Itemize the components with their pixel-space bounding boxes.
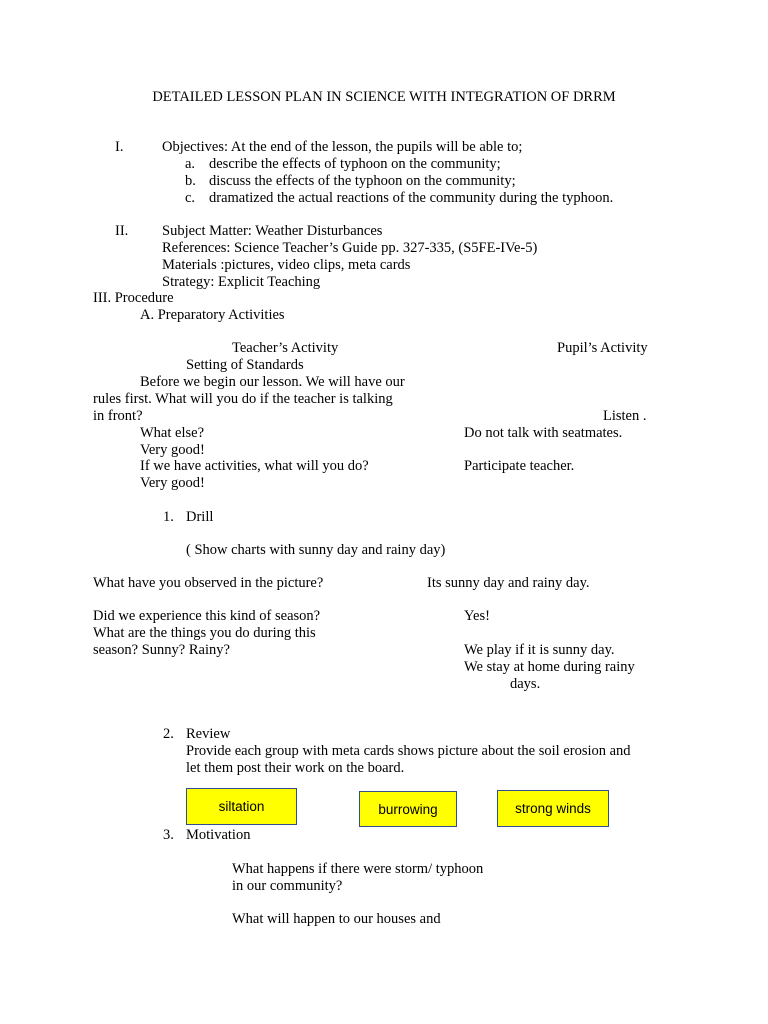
motivation-question-line: What happens if there were storm/ typhoon bbox=[232, 861, 484, 877]
objectives-heading: Objectives: At the end of the lesson, the pupils will be able to; bbox=[162, 139, 523, 155]
objective-a-text: describe the effects of typhoon on the community; bbox=[209, 156, 501, 172]
drill-question: What are the things you do during this bbox=[93, 625, 316, 641]
drill-answer: days. bbox=[510, 676, 541, 692]
subject-matter-line: Subject Matter: Weather Disturbances bbox=[162, 223, 383, 239]
meta-card-burrowing: burrowing bbox=[359, 791, 457, 827]
teacher-question-what-else: What else? bbox=[140, 425, 205, 441]
motivation-label: Motivation bbox=[186, 827, 251, 843]
pupil-answer-participate: Participate teacher. bbox=[464, 458, 575, 474]
review-label: Review bbox=[186, 726, 231, 742]
pupil-answer-no-talk: Do not talk with seatmates. bbox=[464, 425, 623, 441]
review-text-line: let them post their work on the board. bbox=[186, 760, 405, 776]
procedure-heading: III. Procedure bbox=[93, 290, 174, 306]
drill-answer: Its sunny day and rainy day. bbox=[427, 575, 590, 591]
drill-label: Drill bbox=[186, 509, 214, 525]
objective-c-letter: c. bbox=[185, 190, 196, 206]
drill-instruction: ( Show charts with sunny day and rainy day) bbox=[186, 542, 446, 558]
teacher-praise: Very good! bbox=[140, 442, 205, 458]
strategy-line: Strategy: Explicit Teaching bbox=[162, 274, 321, 290]
meta-card-strong-winds: strong winds bbox=[497, 790, 609, 827]
standards-text-line: in front? bbox=[93, 408, 143, 424]
review-number: 2. bbox=[163, 726, 174, 742]
setting-of-standards-title: Setting of Standards bbox=[186, 357, 304, 373]
teacher-activity-header: Teacher’s Activity bbox=[232, 340, 339, 356]
motivation-number: 3. bbox=[163, 827, 174, 843]
objective-c-text: dramatized the actual reactions of the community during the typhoon. bbox=[209, 190, 614, 206]
pupil-answer-listen: Listen . bbox=[603, 408, 647, 424]
objective-b-letter: b. bbox=[185, 173, 196, 189]
teacher-praise: Very good! bbox=[140, 475, 205, 491]
drill-answer: We play if it is sunny day. bbox=[464, 642, 615, 658]
motivation-question-line: What will happen to our houses and bbox=[232, 911, 441, 927]
objective-b-text: discuss the effects of the typhoon on the community; bbox=[209, 173, 516, 189]
drill-number: 1. bbox=[163, 509, 174, 525]
teacher-question-activities: If we have activities, what will you do? bbox=[140, 458, 369, 474]
standards-text-line: Before we begin our lesson. We will have our bbox=[140, 374, 405, 390]
standards-text-line: rules first. What will you do if the teacher is talking bbox=[93, 391, 393, 407]
objective-a-letter: a. bbox=[185, 156, 196, 172]
meta-card-siltation: siltation bbox=[186, 788, 297, 825]
drill-answer: We stay at home during rainy bbox=[464, 659, 635, 675]
objectives-numeral: I. bbox=[115, 139, 124, 155]
pupil-activity-header: Pupil’s Activity bbox=[557, 340, 648, 356]
subject-matter-numeral: II. bbox=[115, 223, 129, 239]
review-text-line: Provide each group with meta cards shows picture about the soil erosion and bbox=[186, 743, 631, 759]
drill-answer: Yes! bbox=[464, 608, 490, 624]
document-title: DETAILED LESSON PLAN IN SCIENCE WITH INTEGRATION OF DRRM bbox=[152, 89, 616, 105]
preparatory-activities-heading: A. Preparatory Activities bbox=[140, 307, 285, 323]
drill-question: What have you observed in the picture? bbox=[93, 575, 324, 591]
drill-question: season? Sunny? Rainy? bbox=[93, 642, 230, 658]
materials-line: Materials :pictures, video clips, meta cards bbox=[162, 257, 411, 273]
references-line: References: Science Teacher’s Guide pp. 327-335, (S5FE-IVe-5) bbox=[162, 240, 538, 256]
motivation-question-line: in our community? bbox=[232, 878, 343, 894]
drill-question: Did we experience this kind of season? bbox=[93, 608, 321, 624]
